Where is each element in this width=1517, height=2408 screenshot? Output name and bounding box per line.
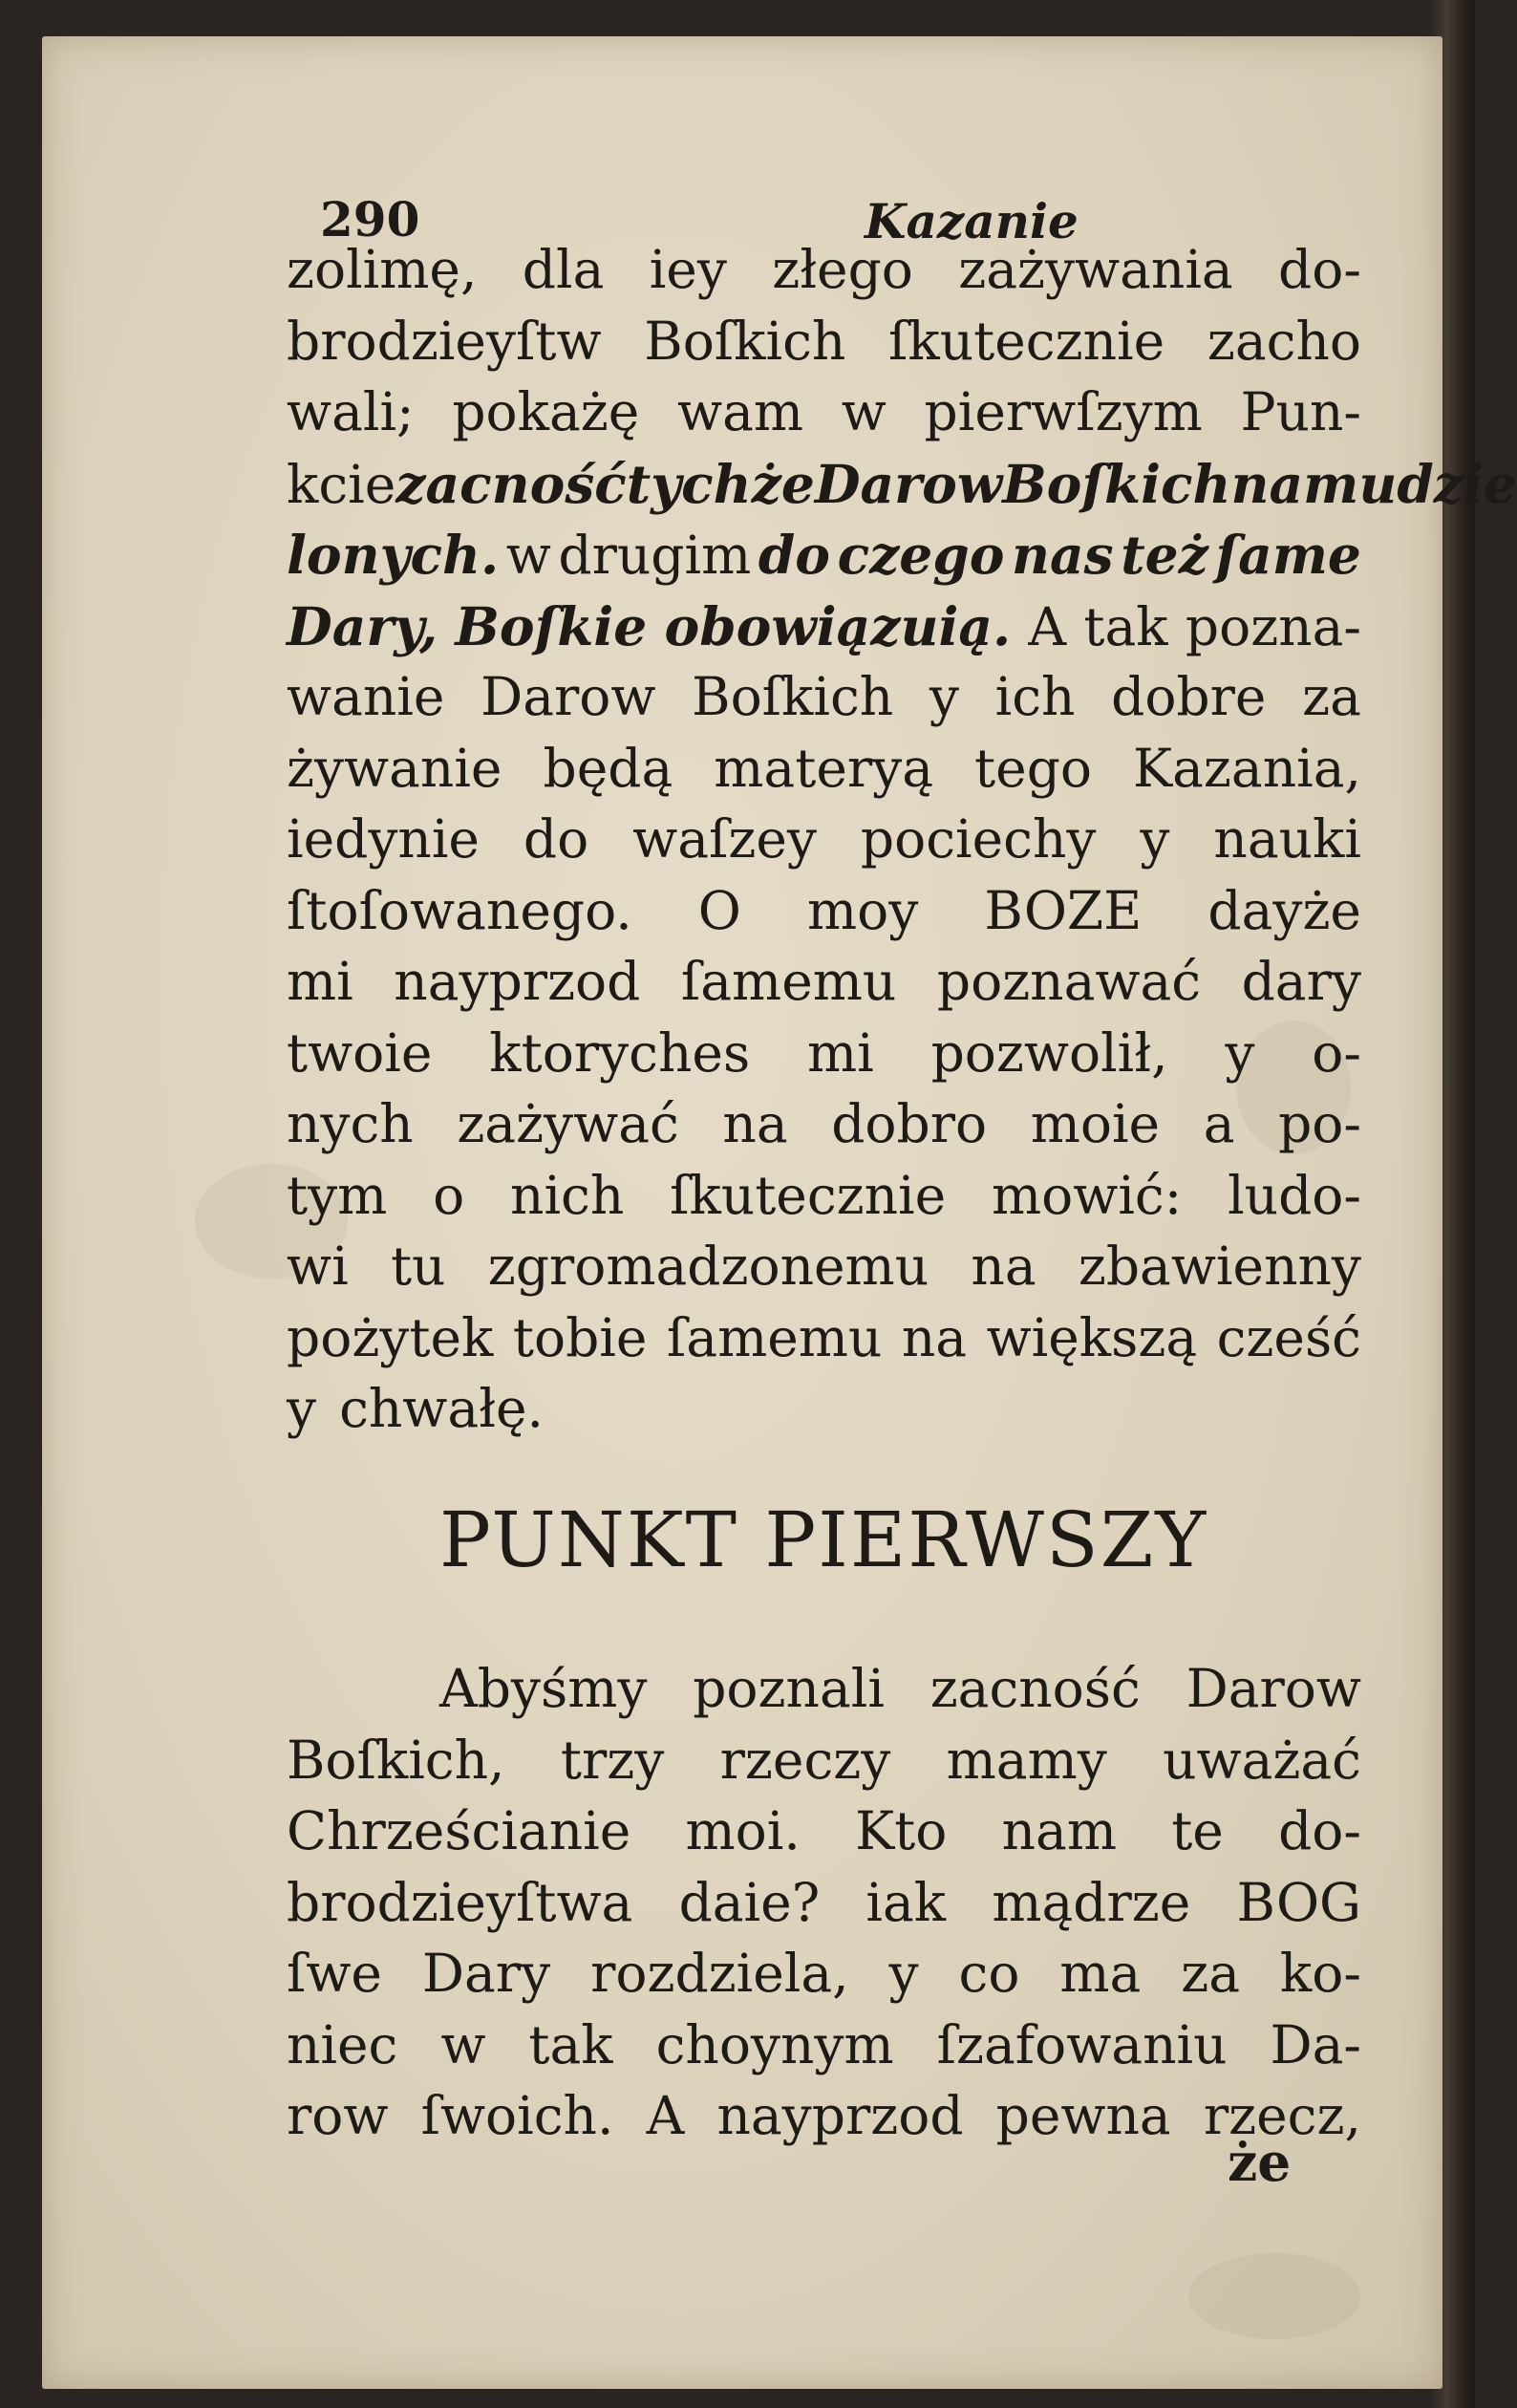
word: dobre: [1111, 666, 1267, 727]
word: y: [888, 1943, 919, 2004]
word: ktoryches: [489, 1021, 751, 1084]
word: pozna-: [1185, 595, 1361, 657]
word: nam: [1001, 1800, 1117, 1861]
word: nych: [287, 1093, 414, 1154]
word: pozwolił,: [930, 1021, 1168, 1084]
word: y: [1140, 808, 1170, 870]
word: udzie: [1358, 452, 1517, 515]
word: dary: [1241, 951, 1361, 1012]
word: zbawienny: [1078, 1236, 1361, 1297]
word: row: [287, 2085, 389, 2146]
word: na: [722, 1093, 788, 1154]
word: co: [958, 1943, 1020, 2004]
word: mamy: [946, 1729, 1107, 1791]
word: zolimę,: [287, 239, 478, 300]
word: czego: [837, 524, 1005, 586]
word: za: [1302, 666, 1361, 727]
word: nas: [1012, 524, 1114, 586]
word: mi: [287, 951, 353, 1012]
word: niec: [287, 2013, 398, 2075]
word: ſwe: [287, 1943, 382, 2004]
word: twoie: [287, 1021, 433, 1084]
paper-stain: [1188, 2253, 1360, 2339]
word: zażywać: [457, 1093, 679, 1154]
text-line: [287, 738, 1361, 805]
word: Darow: [814, 452, 1003, 515]
word: pewna: [995, 2085, 1171, 2146]
text-line: [287, 1165, 1361, 1232]
word: dayże: [1207, 879, 1361, 941]
word: obowiązuią.: [664, 594, 1012, 657]
text-line: [287, 1872, 1361, 1939]
word: dla: [522, 239, 605, 300]
word: pociechy: [860, 808, 1097, 870]
text-line: [287, 951, 1361, 1018]
catchword: że: [1228, 2131, 1292, 2193]
word: Boſkich: [692, 666, 894, 727]
word: pierwſzym: [924, 381, 1203, 442]
word: A: [1028, 595, 1067, 657]
word: za: [1181, 1943, 1240, 2004]
word: tego: [974, 737, 1093, 799]
word: po-: [1278, 1093, 1361, 1154]
word: pokażę: [452, 381, 640, 442]
section-heading: PUNKT PIERWSZY: [439, 1495, 1208, 1584]
word: Boſkie: [455, 594, 648, 657]
word: nayprzod: [394, 951, 641, 1012]
word: daie?: [678, 1871, 821, 1933]
word: żywanie: [287, 737, 502, 799]
word: zgromadzonemu: [487, 1236, 929, 1297]
word: zacność: [395, 452, 627, 515]
word: y: [1225, 1021, 1255, 1084]
text-line: [287, 880, 1361, 947]
text-line: [287, 1378, 1361, 1445]
word: rozdziela,: [590, 1943, 849, 2004]
word: nauki: [1213, 808, 1361, 870]
word: uważać: [1163, 1729, 1361, 1791]
word: o: [433, 1164, 465, 1226]
word: choynym: [655, 2013, 894, 2075]
word: ſamemu: [680, 951, 897, 1012]
word: te: [1171, 1800, 1224, 1861]
word: ſkutecznie: [888, 310, 1165, 372]
word: ſamemu: [666, 1306, 883, 1368]
word: BOZE: [984, 879, 1143, 941]
word: ma: [1059, 1943, 1142, 2004]
word: poznawać: [936, 951, 1202, 1012]
text-line: [287, 381, 1361, 448]
word: moy: [806, 879, 919, 941]
word: Boſkich,: [287, 1729, 505, 1791]
word: pożytek: [287, 1306, 494, 1368]
word: a: [1203, 1093, 1235, 1154]
running-title: Kazanie: [865, 193, 1079, 249]
word: mowić:: [992, 1164, 1183, 1226]
word: brodzieyſtw: [287, 310, 602, 372]
word: Dary,: [287, 594, 438, 657]
word: Kto: [855, 1800, 948, 1861]
word: wam: [677, 381, 804, 442]
word: dobro: [831, 1093, 988, 1154]
word: tak: [528, 2013, 613, 2075]
text-line: [287, 239, 1361, 306]
word: ſkutecznie: [670, 1164, 947, 1226]
word: zażywania: [958, 239, 1233, 300]
word: y: [287, 1378, 317, 1439]
text-line: [287, 311, 1361, 377]
word: też: [1121, 524, 1208, 586]
word: ludo-: [1228, 1164, 1361, 1226]
word: w: [841, 381, 887, 442]
word: BOG: [1236, 1871, 1361, 1933]
word: ſame: [1215, 524, 1361, 586]
word: na: [901, 1306, 968, 1368]
word: iedynie: [287, 808, 480, 870]
word: nam: [1230, 452, 1359, 515]
word: A: [646, 2085, 685, 2146]
text-line: [287, 452, 1517, 520]
word: rzecz,: [1203, 2085, 1361, 2146]
text-line: [287, 524, 1361, 591]
word: o-: [1312, 1021, 1361, 1084]
text-line: [287, 666, 1361, 733]
text-line: [287, 1022, 1361, 1089]
word: poznali: [693, 1658, 885, 1719]
word: w: [505, 525, 551, 586]
word: ſwoich.: [420, 2085, 614, 2146]
word: tu: [390, 1236, 446, 1297]
word: Abyśmy: [439, 1658, 648, 1719]
word: nayprzod: [716, 2085, 964, 2146]
text-line: [287, 2085, 1361, 2152]
word: cześć: [1216, 1306, 1361, 1368]
text-line: [287, 1943, 1361, 2010]
text-line: [287, 808, 1361, 875]
word: będą: [543, 737, 673, 799]
text-line: [287, 1236, 1361, 1302]
word: na: [971, 1236, 1036, 1297]
word: rzeczy: [719, 1729, 891, 1791]
word: moie: [1030, 1093, 1161, 1154]
word: iak: [865, 1871, 947, 1933]
text-line: [287, 595, 1361, 662]
word: zacho: [1207, 310, 1361, 372]
word: mądrze: [992, 1871, 1191, 1933]
word: Dary: [421, 1943, 551, 2004]
word: lonych.: [287, 524, 500, 586]
word: Boſkich: [1002, 452, 1231, 515]
word: Darow: [1186, 1658, 1361, 1719]
word: ſtoſowanego.: [287, 879, 632, 941]
word: ſzafowaniu: [936, 2013, 1228, 2075]
word: waſzey: [632, 808, 817, 870]
word: mi: [807, 1021, 874, 1084]
word: brodzieyſtwa: [287, 1871, 633, 1933]
text-line: [287, 1093, 1361, 1160]
word: ich: [994, 666, 1076, 727]
word: Da-: [1270, 2013, 1361, 2075]
word: ko-: [1279, 1943, 1361, 2004]
word: O: [697, 879, 741, 941]
word: y: [929, 666, 959, 727]
word: tak: [1083, 595, 1168, 657]
word: drugim: [558, 525, 752, 586]
word: Boſkich: [644, 310, 846, 372]
word: wanie: [287, 666, 445, 727]
word: do: [758, 524, 830, 586]
word: w: [440, 2013, 486, 2075]
word: większą: [986, 1306, 1198, 1368]
word: Kazania,: [1133, 737, 1361, 799]
word: do-: [1278, 1800, 1361, 1861]
word: do-: [1278, 239, 1361, 300]
page-number: 290: [320, 191, 420, 247]
word: Chrześcianie: [287, 1800, 631, 1861]
text-line: [287, 1800, 1361, 1867]
word: do: [523, 808, 589, 870]
word: chwałę.: [339, 1378, 545, 1439]
word: kcie: [287, 453, 396, 515]
text-line: [287, 1307, 1361, 1374]
text-line: [287, 1730, 1361, 1796]
text-line: [287, 2014, 1361, 2081]
word: wi: [287, 1236, 349, 1297]
word: Pun-: [1240, 381, 1361, 442]
word: Darow: [481, 666, 656, 727]
word: tychże: [626, 452, 815, 515]
word: tobie: [512, 1306, 648, 1368]
word: zacność: [929, 1658, 1141, 1719]
word: moi.: [685, 1800, 801, 1861]
word: wali;: [287, 381, 415, 442]
word: iey: [649, 239, 727, 300]
word: trzy: [560, 1729, 665, 1791]
word: złego: [772, 239, 913, 300]
text-line: [439, 1658, 1361, 1725]
word: nich: [510, 1164, 625, 1226]
word: materyą: [714, 737, 934, 799]
word: tym: [287, 1164, 388, 1226]
